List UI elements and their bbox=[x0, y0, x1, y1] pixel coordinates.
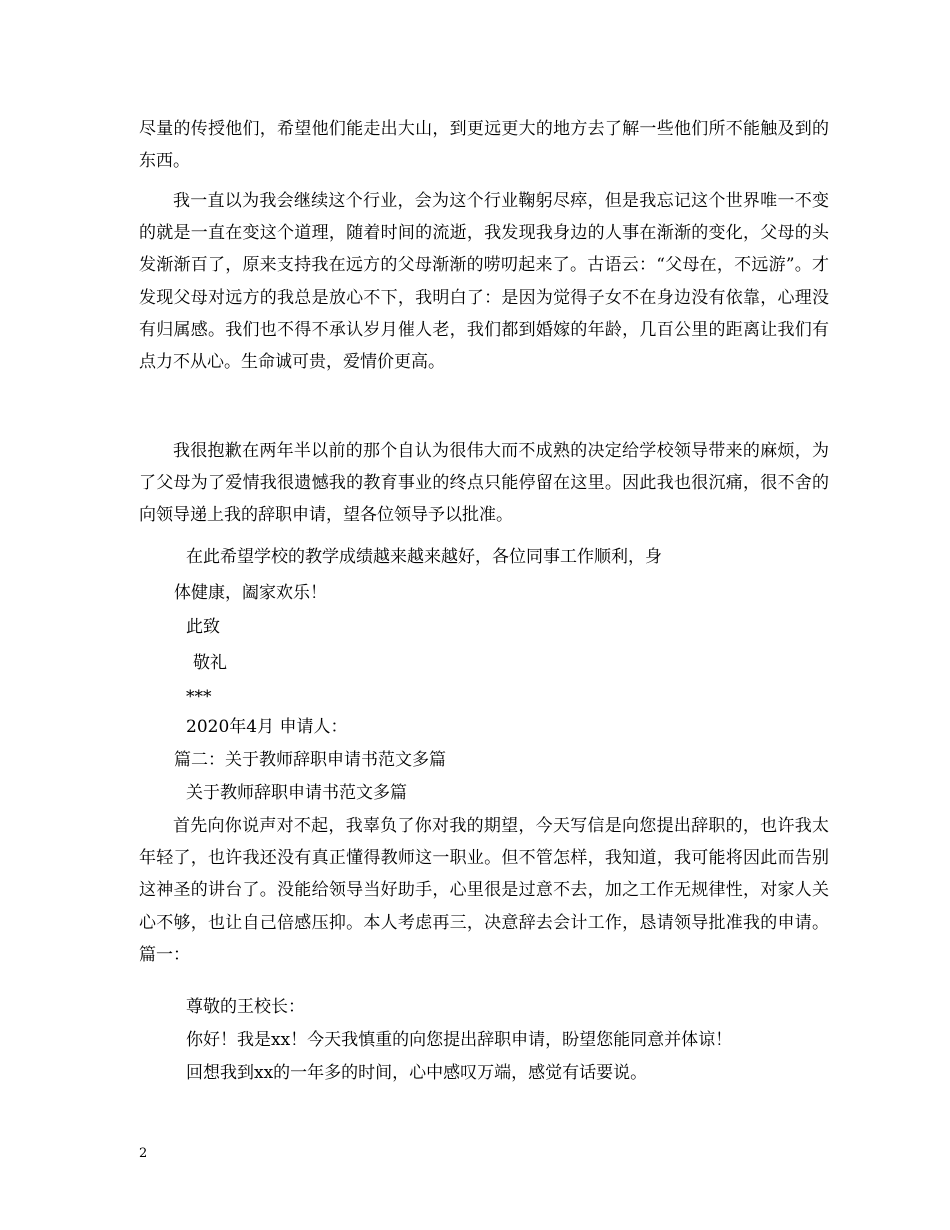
paragraph-resignation: 首先向你说声对不起，我辜负了你对我的期望，今天写信是向您提出辞职的，也许我太年轻了，也许我还没有真正懂得教师这一职业。但不管怎样，我知道，我可能将因此而告别这神圣的讲台了。没能给领导当好助手，心里很是过意不去，加之工作无规律性，对家人关心不够，也让自己倍感压抑。本人考虑再三，决意辞去会计工作，恳请领导批准我的申请。 篇一： bbox=[139, 816, 829, 965]
wish-line-1: 在此希望学校的教学成绩越来越来越好，各位同事工作顺利，身 bbox=[186, 547, 662, 567]
paragraph-apology: 我很抱歉在两年半以前的那个自认为很伟大而不成熟的决定给学校领导带来的麻烦，为了父母为了爱情我很遗憾我的教育事业的终点只能停留在这里。因此我也很沉痛，很不舍的向领导递上我的辞职申请，望各位领导予以批准。 bbox=[139, 441, 829, 526]
page-number: 2 bbox=[139, 1146, 148, 1161]
paragraph-continuation: 尽量的传授他们，希望他们能走出大山，到更远更大的地方去了解一些他们所不能触及到的东西。 bbox=[139, 119, 829, 172]
hello-line: 你好！我是xx！今天我慎重的向您提出辞职申请，盼望您能同意并体谅！ bbox=[186, 1030, 733, 1050]
closing-jing-li: 敬礼 bbox=[193, 653, 227, 673]
wish-line-2: 体健康，阖家欢乐！ bbox=[174, 583, 327, 603]
section-title: 关于教师辞职申请书范文多篇 bbox=[186, 783, 407, 803]
date-applicant-line: 2020年4月 申请人： bbox=[186, 717, 348, 737]
section-heading: 篇二：关于教师辞职申请书范文多篇 bbox=[174, 750, 446, 770]
recall-line: 回想我到xx的一年多的时间，心中感叹万端，感觉有话要说。 bbox=[186, 1063, 648, 1083]
closing-ci-zhi: 此致 bbox=[186, 617, 220, 637]
greeting-line: 尊敬的王校长： bbox=[186, 997, 305, 1017]
paragraph-career: 我一直以为我会继续这个行业，会为这个行业鞠躬尽瘁，但是我忘记这个世界唯一不变的就是一直在变这个道理，随着时间的流逝，我发现我身边的人事在渐渐的变化，父母的头发渐渐百了，原来支持我在远方的父母渐渐的唠叨起来了。古语云：“父母在，不远游”。才发现父母对远方的我总是放心不下，我明白了：是因为觉得子女不在身边没有依靠，心理没有归属感。我们也不得不承认岁月催人老，我们都到婚嫁的年龄，几百公里的距离让我们有点力不从心。生命诚可贵，爱情价更高。 bbox=[139, 191, 829, 373]
signature-placeholder: *** bbox=[186, 687, 212, 707]
